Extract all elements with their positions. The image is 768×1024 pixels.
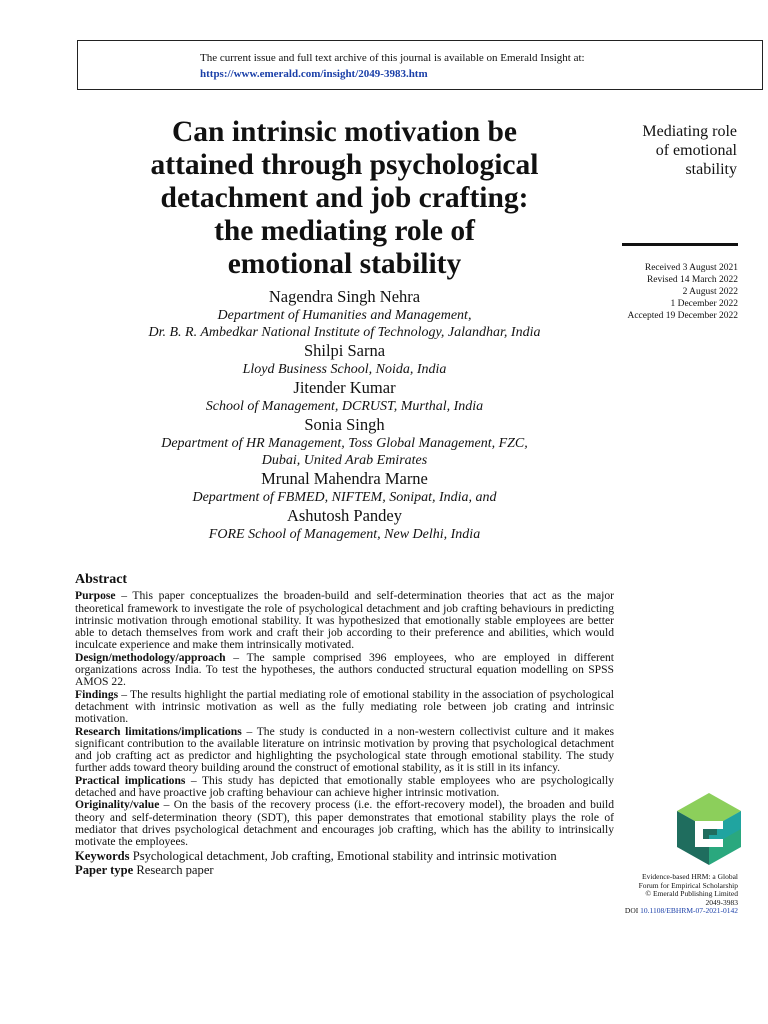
abstract-limitations	[75, 726, 614, 775]
journal-info-line: © Emerald Publishing Limited	[645, 889, 738, 899]
side-divider	[622, 243, 738, 246]
author-name: Ashutosh Pandey	[286, 506, 403, 525]
running-title-line: of emotional	[655, 142, 737, 159]
date-line: Accepted 19 December 2022	[627, 311, 738, 321]
doi-link[interactable]: 10.1108/EBHRM-07-2021-0142	[640, 906, 738, 916]
journal-info	[588, 873, 738, 916]
paper-type-label: Paper type	[75, 862, 134, 877]
section-text: – The study is conducted in a non-western collectivist culture and it makes significant contribution to the available literature on intrinsic motivation by proving that psychological detachment and job crafting act as predictor and highlighting the psychological state through emotional stability. The study further adds toward theory building around the construct of emotional stability, as it is still in its infancy.	[75, 724, 614, 775]
date-line: 2 August 2022	[682, 287, 738, 297]
section-label: Design/methodology/approach	[75, 650, 226, 664]
abstract-purpose	[75, 590, 614, 651]
abstract-practical	[75, 775, 614, 800]
author-affiliation: School of Management, DCRUST, Murthal, India	[205, 399, 484, 414]
emerald-publishing-logo-icon	[677, 793, 741, 865]
keywords-label: Keywords	[75, 848, 130, 863]
abstract-design	[75, 652, 614, 689]
author-name: Nagendra Singh Nehra	[268, 287, 421, 306]
abstract-heading: Abstract	[75, 572, 128, 587]
availability-text: The current issue and full text archive of this journal is available on Emerald Insight at:	[200, 52, 585, 64]
title-line: emotional stability	[227, 248, 462, 280]
title-line: the mediating role of	[214, 215, 475, 247]
author-name: Shilpi Sarna	[303, 341, 386, 360]
journal-url-link[interactable]: https://www.emerald.com/insight/2049-3983.htm	[200, 68, 428, 80]
running-title-line: stability	[685, 161, 737, 178]
doi-line	[588, 907, 738, 916]
author-affiliation: Department of HR Management, Toss Global Management, FZC,	[161, 436, 528, 451]
article-title	[92, 116, 597, 281]
author-name: Sonia Singh	[304, 415, 385, 434]
abstract	[75, 574, 614, 877]
keywords-text: Psychological detachment, Job crafting, Emotional stability and intrinsic motivation	[129, 848, 557, 863]
author-affiliation: Dubai, United Arab Emirates	[261, 453, 428, 468]
abstract-keywords	[75, 849, 614, 863]
section-label: Findings	[75, 687, 119, 701]
section-text: – This paper conceptualizes the broaden-build and self-determination theories that act as the major theoretical framework to investigate the role of psychological detachment and job crafting behaviours in predicting intrinsic motivation through emotional stability. It was hypothesized that emotionally stable employees are better able to detach themselves from work and craft their job according to their preference and abilities, which would inculcate experience and make them intrinsically motivated.	[75, 589, 614, 652]
section-text: – The sample comprised 396 employees, who are employed in different organizations across India. To test the hypotheses, the authors conducted structural equation modelling on SPSS AMOS 22.	[75, 650, 614, 689]
doi-label: DOI	[624, 906, 641, 916]
title-line: Can intrinsic motivation be	[172, 116, 517, 148]
title-line: detachment and job crafting:	[160, 182, 529, 214]
section-label: Purpose	[75, 589, 116, 603]
section-text: – This study has depicted that emotionally stable employees who are psychologically detached and have proactive job crafting behaviour can achieve higher intrinsic motivation.	[75, 773, 614, 800]
author-list	[92, 287, 597, 543]
section-text: – On the basis of the recovery process (i.e. the effort-recovery model), the broaden and build theory and self-determination theory (SDT), this paper demonstrates that emotional stability plays the role of mediator that drives psychological detachment and encourages job crafting, which has the ability to intrinsically motivate the employees.	[75, 798, 614, 849]
running-title-line: Mediating role	[642, 123, 737, 140]
running-title	[577, 122, 737, 179]
date-line: Received 3 August 2021	[644, 263, 738, 273]
date-line: 1 December 2022	[670, 299, 738, 309]
abstract-originality	[75, 799, 614, 848]
journal-info-line: 2049-3983	[705, 897, 738, 907]
section-label: Practical implications	[75, 773, 186, 787]
paper-type-text: Research paper	[133, 862, 214, 877]
journal-info-line: Evidence-based HRM: a Global	[641, 872, 738, 881]
section-text: – The results highlight the partial mediating role of emotional stability in the association of psychological detachment with intrinsic motivation as well as the fully mediating role between job crating and intrinsic motivation.	[75, 687, 614, 726]
author-affiliation: Dr. B. R. Ambedkar National Institute of Technology, Jalandhar, India	[148, 325, 541, 340]
abstract-paper-type	[75, 863, 614, 877]
journal-availability-box	[77, 40, 763, 90]
date-line: Revised 14 March 2022	[646, 275, 738, 285]
article-dates	[578, 262, 738, 322]
author-affiliation: Department of FBMED, NIFTEM, Sonipat, India, and	[192, 490, 497, 505]
section-label: Research limitations/implications	[75, 724, 242, 738]
journal-info-line: Forum for Empirical Scholarship	[638, 880, 738, 890]
abstract-findings	[75, 689, 614, 726]
author-affiliation: Lloyd Business School, Noida, India	[242, 362, 447, 377]
title-line: attained through psychological	[150, 149, 539, 181]
author-affiliation: FORE School of Management, New Delhi, India	[208, 527, 481, 542]
author-name: Jitender Kumar	[293, 378, 396, 397]
section-label: Originality/value	[75, 798, 160, 812]
author-name: Mrunal Mahendra Marne	[261, 469, 428, 488]
author-affiliation: Department of Humanities and Management,	[217, 308, 472, 323]
